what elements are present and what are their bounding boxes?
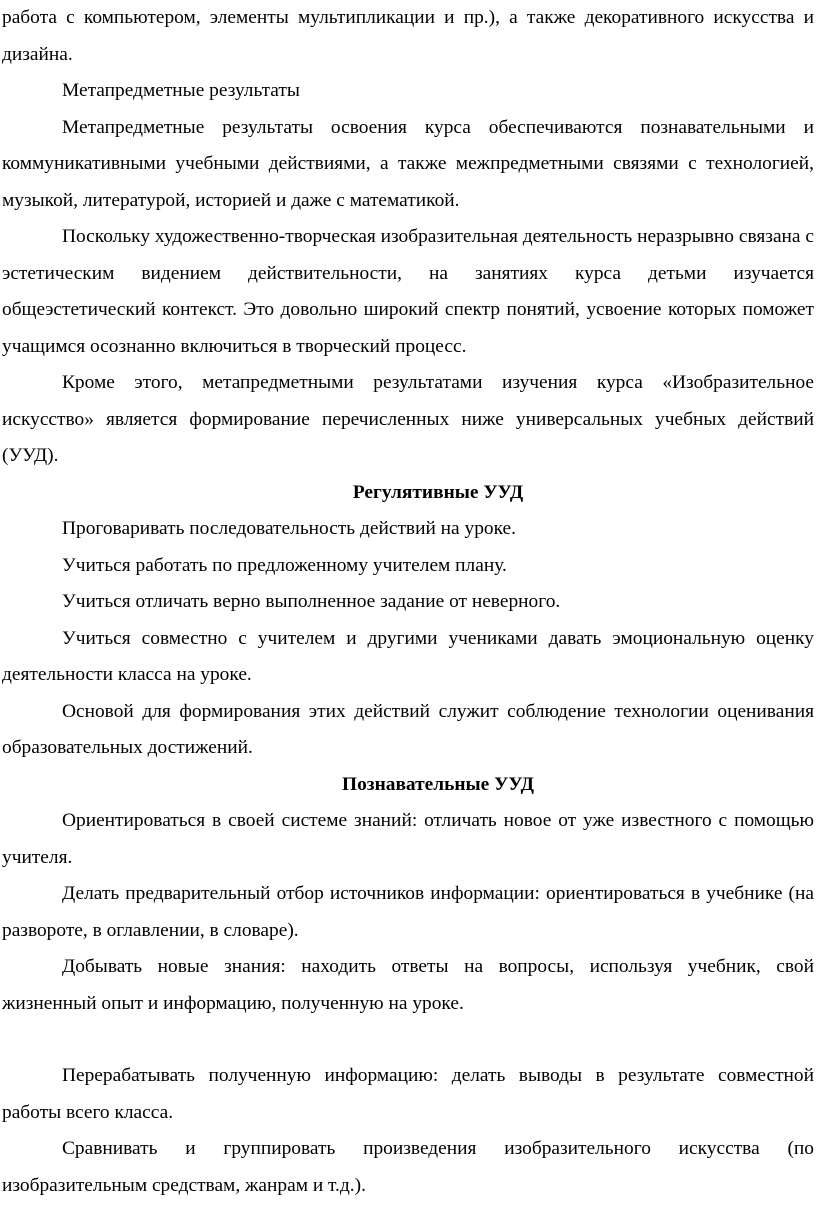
- document-page: [2, 0, 814, 1204]
- paragraph-continuation: работа с компьютером, элементы мультипликации и пр.), а также декоративного искусства и дизайна.: [2, 7, 814, 65]
- heading-regulatory-uud: Регулятивные УУД: [352, 481, 524, 503]
- blank-line: [2, 1022, 814, 1058]
- paragraph-cognitive-2: Делать предварительный отбор источников информации: ориентироваться в учебнике (на развороте, в оглавлении, в словаре).: [2, 883, 814, 941]
- paragraph-metasubject-intro: Метапредметные результаты освоения курса обеспечиваются познавательными и коммуникативными учебными действиями, а также межпредметными связями с технологией, музыкой, литературой, историей и даже с математикой.: [2, 116, 814, 211]
- paragraph-aesthetic-context: Поскольку художественно-творческая изобразительная деятельность неразрывно связана с эстетическим видением действительности, на занятиях курса детьми изучается общеэстетический контекст. Это довольно широкий спектр понятий, усвоение которых поможет учащимся осознанно включиться в творческий процесс.: [2, 226, 814, 357]
- metasubject-results-label: Метапредметные результаты: [62, 80, 300, 101]
- paragraph-regulatory-4: Учиться совместно с учителем и другими учениками давать эмоциональную оценку деятельности класса на уроке.: [2, 627, 814, 685]
- paragraph-regulatory-5: Основой для формирования этих действий служит соблюдение технологии оценивания образовательных достижений.: [2, 700, 814, 758]
- paragraph-regulatory-3: Учиться отличать верно выполненное задание от неверного.: [62, 591, 561, 612]
- paragraph-cognitive-1: Ориентироваться в своей системе знаний: отличать новое от уже известного с помощью учителя.: [2, 810, 814, 868]
- paragraph-cognitive-5: Сравнивать и группировать произведения изобразительного искусства (по изобразительным средствам, жанрам и т.д.).: [2, 1138, 814, 1196]
- paragraph-regulatory-2: Учиться работать по предложенному учителем плану.: [62, 554, 507, 576]
- paragraph-cognitive-3: Добывать новые знания: находить ответы на вопросы, используя учебник, свой жизненный опыт и информацию, полученную на уроке.: [2, 956, 814, 1014]
- paragraph-uud-intro: Кроме этого, метапредметными результатами изучения курса «Изобразительное искусство» является формирование перечисленных ниже универсальных учебных действий (УУД).: [2, 372, 814, 466]
- paragraph-cognitive-4: Перерабатывать полученную информацию: делать выводы в результате совместной работы всего класса.: [2, 1065, 814, 1123]
- paragraph-regulatory-1: Проговаривать последовательность действий на уроке.: [62, 518, 516, 539]
- heading-cognitive-uud: Познавательные УУД: [342, 773, 534, 795]
